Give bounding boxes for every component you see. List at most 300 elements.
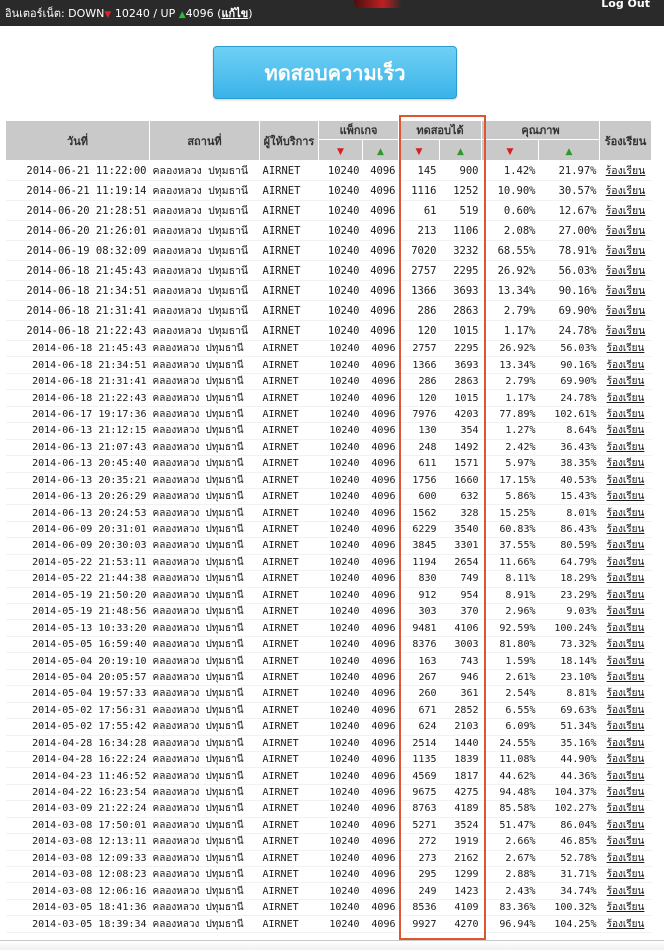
cell-package-down: 10240 [319, 201, 363, 221]
cell-package-up: 4096 [363, 439, 399, 455]
cell-quality-up: 36.43% [539, 439, 600, 455]
complain-link[interactable]: ร้องเรียน [600, 521, 652, 537]
cell-quality-down: 26.92% [482, 261, 539, 281]
cell-tested-up: 1299 [440, 867, 482, 883]
complain-link[interactable]: ร้องเรียน [600, 669, 652, 685]
complain-link[interactable]: ร้องเรียน [600, 784, 652, 800]
complain-link[interactable]: ร้องเรียน [600, 735, 652, 751]
cell-quality-up: 80.59% [539, 538, 600, 554]
cell-quality-up: 86.43% [539, 521, 600, 537]
complain-link[interactable]: ร้องเรียน [600, 241, 652, 261]
cell-place: คลองหลวง ปทุมธานี [150, 538, 260, 554]
complain-link[interactable]: ร้องเรียน [600, 768, 652, 784]
cell-package-up: 4096 [363, 604, 399, 620]
cell-package-down: 10240 [319, 488, 363, 504]
fix-link[interactable]: แก้ไข [221, 7, 249, 20]
cell-quality-up: 18.29% [539, 571, 600, 587]
cell-quality-down: 11.08% [482, 751, 539, 767]
cell-package-down: 10240 [319, 373, 363, 389]
complain-link[interactable]: ร้องเรียน [600, 850, 652, 866]
complain-link[interactable]: ร้องเรียน [600, 916, 652, 932]
complain-link[interactable]: ร้องเรียน [600, 620, 652, 636]
cell-quality-down: 1.17% [482, 321, 539, 341]
cell-date: 2014-06-13 20:26:29 [6, 488, 150, 504]
cell-package-down: 10240 [319, 883, 363, 899]
cell-isp: AIRNET [260, 406, 319, 422]
cell-quality-down: 26.92% [482, 341, 539, 357]
cell-date: 2014-05-04 19:57:33 [6, 686, 150, 702]
cell-package-down: 10240 [319, 439, 363, 455]
cell-package-up: 4096 [363, 456, 399, 472]
cell-quality-up: 100.32% [539, 899, 600, 915]
cell-tested-down: 120 [399, 321, 440, 341]
results-table [5, 120, 652, 933]
down-arrow-icon: ▼ [104, 10, 112, 20]
down-arrow-icon: ▼ [506, 146, 514, 157]
cell-isp: AIRNET [260, 784, 319, 800]
cell-package-up: 4096 [363, 261, 399, 281]
complain-link[interactable]: ร้องเรียน [600, 686, 652, 702]
complain-link[interactable]: ร้องเรียน [600, 261, 652, 281]
header-date: วันที่ [6, 121, 150, 161]
cell-place: คลองหลวง ปทุมธานี [150, 505, 260, 521]
cell-quality-down: 2.79% [482, 301, 539, 321]
complain-link[interactable]: ร้องเรียน [600, 390, 652, 406]
cell-tested-up: 2863 [440, 301, 482, 321]
cell-quality-up: 24.78% [539, 390, 600, 406]
tested-down-header [399, 140, 440, 161]
cell-tested-up: 2863 [440, 373, 482, 389]
cell-quality-down: 1.17% [482, 390, 539, 406]
cell-place: คลองหลวง ปทุมธานี [150, 916, 260, 932]
cell-quality-up: 100.24% [539, 620, 600, 636]
complain-link[interactable]: ร้องเรียน [600, 281, 652, 301]
cell-quality-down: 24.55% [482, 735, 539, 751]
complain-link[interactable]: ร้องเรียน [600, 587, 652, 603]
cell-package-up: 4096 [363, 341, 399, 357]
cell-quality-up: 104.25% [539, 916, 600, 932]
cell-isp: AIRNET [260, 281, 319, 301]
cell-quality-up: 21.97% [539, 161, 600, 181]
cell-date: 2014-06-13 21:07:43 [6, 439, 150, 455]
results-body [6, 161, 652, 933]
cell-tested-down: 1366 [399, 281, 440, 301]
complain-link[interactable]: ร้องเรียน [600, 751, 652, 767]
cell-tested-down: 9927 [399, 916, 440, 932]
cell-tested-up: 2162 [440, 850, 482, 866]
up-arrow-icon: ▲ [178, 10, 186, 20]
cell-tested-down: 9675 [399, 784, 440, 800]
table-row [6, 817, 652, 833]
cell-date: 2014-05-19 21:50:20 [6, 587, 150, 603]
complain-link[interactable]: ร้องเรียน [600, 321, 652, 341]
cell-date: 2014-05-04 20:19:10 [6, 653, 150, 669]
cell-quality-down: 2.67% [482, 850, 539, 866]
cell-tested-down: 1116 [399, 181, 440, 201]
cell-tested-up: 1660 [440, 472, 482, 488]
cell-quality-up: 18.14% [539, 653, 600, 669]
cell-package-down: 10240 [319, 669, 363, 685]
cell-place: คลองหลวง ปทุมธานี [150, 456, 260, 472]
cell-package-up: 4096 [363, 768, 399, 784]
complain-link[interactable]: ร้องเรียน [600, 373, 652, 389]
cell-isp: AIRNET [260, 867, 319, 883]
cell-tested-down: 1756 [399, 472, 440, 488]
cell-tested-down: 624 [399, 719, 440, 735]
complain-link[interactable]: ร้องเรียน [600, 636, 652, 652]
table-row [6, 784, 652, 800]
table-row [6, 281, 652, 301]
complain-link[interactable]: ร้องเรียน [600, 554, 652, 570]
cell-tested-down: 8536 [399, 899, 440, 915]
cell-isp: AIRNET [260, 916, 319, 932]
cell-date: 2014-03-09 21:22:24 [6, 801, 150, 817]
cell-tested-up: 1839 [440, 751, 482, 767]
cell-package-down: 10240 [319, 653, 363, 669]
complain-link[interactable]: ร้องเรียน [600, 719, 652, 735]
cell-date: 2014-06-18 21:22:43 [6, 390, 150, 406]
cell-quality-down: 60.83% [482, 521, 539, 537]
cell-tested-up: 4270 [440, 916, 482, 932]
complain-link[interactable]: ร้องเรียน [600, 472, 652, 488]
cell-package-up: 4096 [363, 850, 399, 866]
cell-isp: AIRNET [260, 702, 319, 718]
cell-tested-up: 4109 [440, 899, 482, 915]
cell-quality-down: 11.66% [482, 554, 539, 570]
cell-package-up: 4096 [363, 636, 399, 652]
table-row [6, 505, 652, 521]
logout-link[interactable]: Log Out [601, 0, 650, 10]
cell-quality-down: 85.58% [482, 801, 539, 817]
speed-test-button[interactable]: ทดสอบความเร็ว [213, 46, 457, 99]
cell-package-down: 10240 [319, 161, 363, 181]
cell-quality-up: 12.67% [539, 201, 600, 221]
cell-isp: AIRNET [260, 221, 319, 241]
cell-package-down: 10240 [319, 538, 363, 554]
cell-place: คลองหลวง ปทุมธานี [150, 669, 260, 685]
cell-package-down: 10240 [319, 390, 363, 406]
cell-quality-up: 52.78% [539, 850, 600, 866]
cell-quality-down: 2.66% [482, 834, 539, 850]
table-row [6, 221, 652, 241]
cell-isp: AIRNET [260, 834, 319, 850]
cell-package-down: 10240 [319, 505, 363, 521]
cell-package-down: 10240 [319, 281, 363, 301]
complain-link[interactable]: ร้องเรียน [600, 301, 652, 321]
cell-place: คลองหลวง ปทุมธานี [150, 241, 260, 261]
cell-isp: AIRNET [260, 357, 319, 373]
cell-tested-up: 1106 [440, 221, 482, 241]
header-complain: ร้องเรียน [600, 121, 652, 161]
cell-date: 2014-04-28 16:34:28 [6, 735, 150, 751]
cell-quality-up: 90.16% [539, 281, 600, 301]
cell-tested-down: 8376 [399, 636, 440, 652]
cell-tested-down: 8763 [399, 801, 440, 817]
cell-tested-down: 4569 [399, 768, 440, 784]
complain-link[interactable]: ร้องเรียน [600, 604, 652, 620]
cell-isp: AIRNET [260, 423, 319, 439]
cell-package-up: 4096 [363, 735, 399, 751]
cell-quality-down: 1.27% [482, 423, 539, 439]
cell-quality-down: 2.54% [482, 686, 539, 702]
cell-package-up: 4096 [363, 883, 399, 899]
cell-quality-down: 92.59% [482, 620, 539, 636]
table-row [6, 357, 652, 373]
cell-quality-down: 37.55% [482, 538, 539, 554]
cell-tested-down: 3845 [399, 538, 440, 554]
cell-quality-down: 1.42% [482, 161, 539, 181]
cell-package-up: 4096 [363, 554, 399, 570]
cell-quality-down: 6.55% [482, 702, 539, 718]
cell-package-up: 4096 [363, 751, 399, 767]
cell-isp: AIRNET [260, 161, 319, 181]
cell-isp: AIRNET [260, 850, 319, 866]
cell-tested-down: 1135 [399, 751, 440, 767]
cell-quality-up: 27.00% [539, 221, 600, 241]
cell-package-down: 10240 [319, 472, 363, 488]
cell-package-up: 4096 [363, 784, 399, 800]
cell-date: 2014-03-08 12:13:11 [6, 834, 150, 850]
cell-quality-up: 35.16% [539, 735, 600, 751]
cell-place: คลองหลวง ปทุมธานี [150, 201, 260, 221]
complain-link[interactable]: ร้องเรียน [600, 538, 652, 554]
cell-isp: AIRNET [260, 554, 319, 570]
table-row [6, 301, 652, 321]
cell-date: 2014-06-13 20:35:21 [6, 472, 150, 488]
cell-place: คลองหลวง ปทุมธานี [150, 406, 260, 422]
cell-package-up: 4096 [363, 281, 399, 301]
cell-tested-down: 1366 [399, 357, 440, 373]
cell-quality-down: 15.25% [482, 505, 539, 521]
table-row [6, 653, 652, 669]
cell-package-down: 10240 [319, 850, 363, 866]
cell-date: 2014-06-21 11:19:14 [6, 181, 150, 201]
cell-date: 2014-03-08 17:50:01 [6, 817, 150, 833]
cell-package-up: 4096 [363, 241, 399, 261]
cell-quality-up: 8.01% [539, 505, 600, 521]
cell-place: คลองหลวง ปทุมธานี [150, 686, 260, 702]
cell-place: คลองหลวง ปทุมธานี [150, 587, 260, 603]
table-row [6, 456, 652, 472]
cell-date: 2014-06-13 21:12:15 [6, 423, 150, 439]
cell-package-down: 10240 [319, 620, 363, 636]
cell-package-down: 10240 [319, 571, 363, 587]
complain-link[interactable]: ร้องเรียน [600, 456, 652, 472]
table-row [6, 538, 652, 554]
cell-place: คลองหลวง ปทุมธานี [150, 472, 260, 488]
cell-package-up: 4096 [363, 834, 399, 850]
cell-quality-up: 56.03% [539, 261, 600, 281]
table-row [6, 201, 652, 221]
cell-isp: AIRNET [260, 241, 319, 261]
table-row [6, 423, 652, 439]
cell-tested-up: 3540 [440, 521, 482, 537]
cell-tested-down: 5271 [399, 817, 440, 833]
complain-link[interactable]: ร้องเรียน [600, 899, 652, 915]
cell-tested-down: 267 [399, 669, 440, 685]
table-row [6, 883, 652, 899]
table-row [6, 439, 652, 455]
cell-package-up: 4096 [363, 669, 399, 685]
complain-link[interactable]: ร้องเรียน [600, 571, 652, 587]
cell-quality-down: 8.91% [482, 587, 539, 603]
cell-date: 2014-06-18 21:22:43 [6, 321, 150, 341]
table-cutoff [0, 940, 664, 950]
cell-place: คลองหลวง ปทุมธานี [150, 702, 260, 718]
complain-link[interactable]: ร้องเรียน [600, 834, 652, 850]
cell-package-up: 4096 [363, 221, 399, 241]
cell-quality-up: 44.36% [539, 768, 600, 784]
complain-link[interactable]: ร้องเรียน [600, 488, 652, 504]
cell-tested-down: 2757 [399, 261, 440, 281]
cell-tested-down: 600 [399, 488, 440, 504]
complain-link[interactable]: ร้องเรียน [600, 201, 652, 221]
cell-place: คลองหลวง ปทุมธานี [150, 817, 260, 833]
cell-tested-up: 3301 [440, 538, 482, 554]
separator: / UP [153, 7, 176, 20]
down-arrow-icon: ▼ [415, 146, 423, 157]
package-up-header [363, 140, 399, 161]
cell-quality-up: 90.16% [539, 357, 600, 373]
cell-tested-up: 2852 [440, 702, 482, 718]
cell-tested-down: 1562 [399, 505, 440, 521]
complain-link[interactable]: ร้องเรียน [600, 439, 652, 455]
cell-package-down: 10240 [319, 686, 363, 702]
cell-place: คลองหลวง ปทุมธานี [150, 390, 260, 406]
table-row [6, 521, 652, 537]
complain-link[interactable]: ร้องเรียน [600, 221, 652, 241]
cell-tested-down: 2514 [399, 735, 440, 751]
cell-quality-up: 38.35% [539, 456, 600, 472]
down-value: 10240 [114, 7, 150, 20]
cell-package-up: 4096 [363, 719, 399, 735]
cell-date: 2014-06-18 21:31:41 [6, 373, 150, 389]
table-row [6, 735, 652, 751]
cell-isp: AIRNET [260, 719, 319, 735]
cell-date: 2014-03-08 12:09:33 [6, 850, 150, 866]
header-isp: ผู้ให้บริการ [260, 121, 319, 161]
header-package: แพ็กเกจ [319, 121, 399, 140]
cell-tested-up: 1440 [440, 735, 482, 751]
cell-quality-up: 31.71% [539, 867, 600, 883]
cell-package-down: 10240 [319, 221, 363, 241]
cell-package-down: 10240 [319, 423, 363, 439]
table-row [6, 751, 652, 767]
cell-package-down: 10240 [319, 801, 363, 817]
cell-date: 2014-06-17 19:17:36 [6, 406, 150, 422]
cell-package-down: 10240 [319, 406, 363, 422]
complain-link[interactable]: ร้องเรียน [600, 406, 652, 422]
cell-date: 2014-03-08 12:06:16 [6, 883, 150, 899]
complain-link[interactable]: ร้องเรียน [600, 181, 652, 201]
cell-tested-up: 4203 [440, 406, 482, 422]
cell-package-down: 10240 [319, 456, 363, 472]
cell-isp: AIRNET [260, 341, 319, 357]
table-row [6, 620, 652, 636]
cell-quality-down: 2.88% [482, 867, 539, 883]
status-prefix: อินเตอร์เน็ต: DOWN [5, 7, 105, 20]
cell-tested-up: 1015 [440, 321, 482, 341]
cell-place: คลองหลวง ปทุมธานี [150, 636, 260, 652]
cell-tested-down: 273 [399, 850, 440, 866]
cell-tested-down: 145 [399, 161, 440, 181]
cell-quality-down: 51.47% [482, 817, 539, 833]
complain-link[interactable]: ร้องเรียน [600, 702, 652, 718]
cell-package-up: 4096 [363, 521, 399, 537]
complain-link[interactable]: ร้องเรียน [600, 161, 652, 181]
table-row [6, 850, 652, 866]
cell-tested-up: 1015 [440, 390, 482, 406]
cell-package-down: 10240 [319, 784, 363, 800]
cell-package-down: 10240 [319, 554, 363, 570]
cell-date: 2014-05-05 16:59:40 [6, 636, 150, 652]
cell-tested-up: 1571 [440, 456, 482, 472]
cell-package-up: 4096 [363, 390, 399, 406]
cell-place: คลองหลวง ปทุมธานี [150, 161, 260, 181]
cell-package-down: 10240 [319, 768, 363, 784]
cell-quality-down: 0.60% [482, 201, 539, 221]
complain-link[interactable]: ร้องเรียน [600, 867, 652, 883]
table-row [6, 406, 652, 422]
complain-link[interactable]: ร้องเรียน [600, 817, 652, 833]
cell-date: 2014-05-22 21:53:11 [6, 554, 150, 570]
cell-tested-down: 213 [399, 221, 440, 241]
cell-package-up: 4096 [363, 916, 399, 932]
cell-place: คลองหลวง ปทุมธานี [150, 801, 260, 817]
cell-quality-down: 96.94% [482, 916, 539, 932]
cell-place: คลองหลวง ปทุมธานี [150, 834, 260, 850]
complain-link[interactable]: ร้องเรียน [600, 357, 652, 373]
cell-package-up: 4096 [363, 867, 399, 883]
complain-link[interactable]: ร้องเรียน [600, 505, 652, 521]
table-row [6, 899, 652, 915]
cell-tested-up: 519 [440, 201, 482, 221]
cell-date: 2014-05-13 10:33:20 [6, 620, 150, 636]
table-row [6, 587, 652, 603]
cell-quality-down: 2.79% [482, 373, 539, 389]
cell-place: คลองหลวง ปทุมธานี [150, 357, 260, 373]
cell-date: 2014-04-28 16:22:24 [6, 751, 150, 767]
table-row [6, 321, 652, 341]
package-down-header [319, 140, 363, 161]
cell-package-down: 10240 [319, 261, 363, 281]
cell-tested-up: 1423 [440, 883, 482, 899]
cell-tested-down: 7020 [399, 241, 440, 261]
cell-date: 2014-06-19 08:32:09 [6, 241, 150, 261]
complain-link[interactable]: ร้องเรียน [600, 653, 652, 669]
cell-tested-down: 249 [399, 883, 440, 899]
complain-link[interactable]: ร้องเรียน [600, 801, 652, 817]
cell-package-down: 10240 [319, 241, 363, 261]
cell-date: 2014-06-13 20:45:40 [6, 456, 150, 472]
complain-link[interactable]: ร้องเรียน [600, 423, 652, 439]
cell-isp: AIRNET [260, 301, 319, 321]
cell-quality-down: 68.55% [482, 241, 539, 261]
complain-link[interactable]: ร้องเรียน [600, 341, 652, 357]
table-row [6, 161, 652, 181]
cell-isp: AIRNET [260, 735, 319, 751]
cell-date: 2014-06-18 21:45:43 [6, 341, 150, 357]
cell-isp: AIRNET [260, 472, 319, 488]
cell-place: คลองหลวง ปทุมธานี [150, 735, 260, 751]
logo [354, 0, 402, 8]
cell-isp: AIRNET [260, 505, 319, 521]
cell-isp: AIRNET [260, 604, 319, 620]
cell-package-down: 10240 [319, 587, 363, 603]
cell-tested-up: 354 [440, 423, 482, 439]
cell-tested-up: 4275 [440, 784, 482, 800]
complain-link[interactable]: ร้องเรียน [600, 883, 652, 899]
